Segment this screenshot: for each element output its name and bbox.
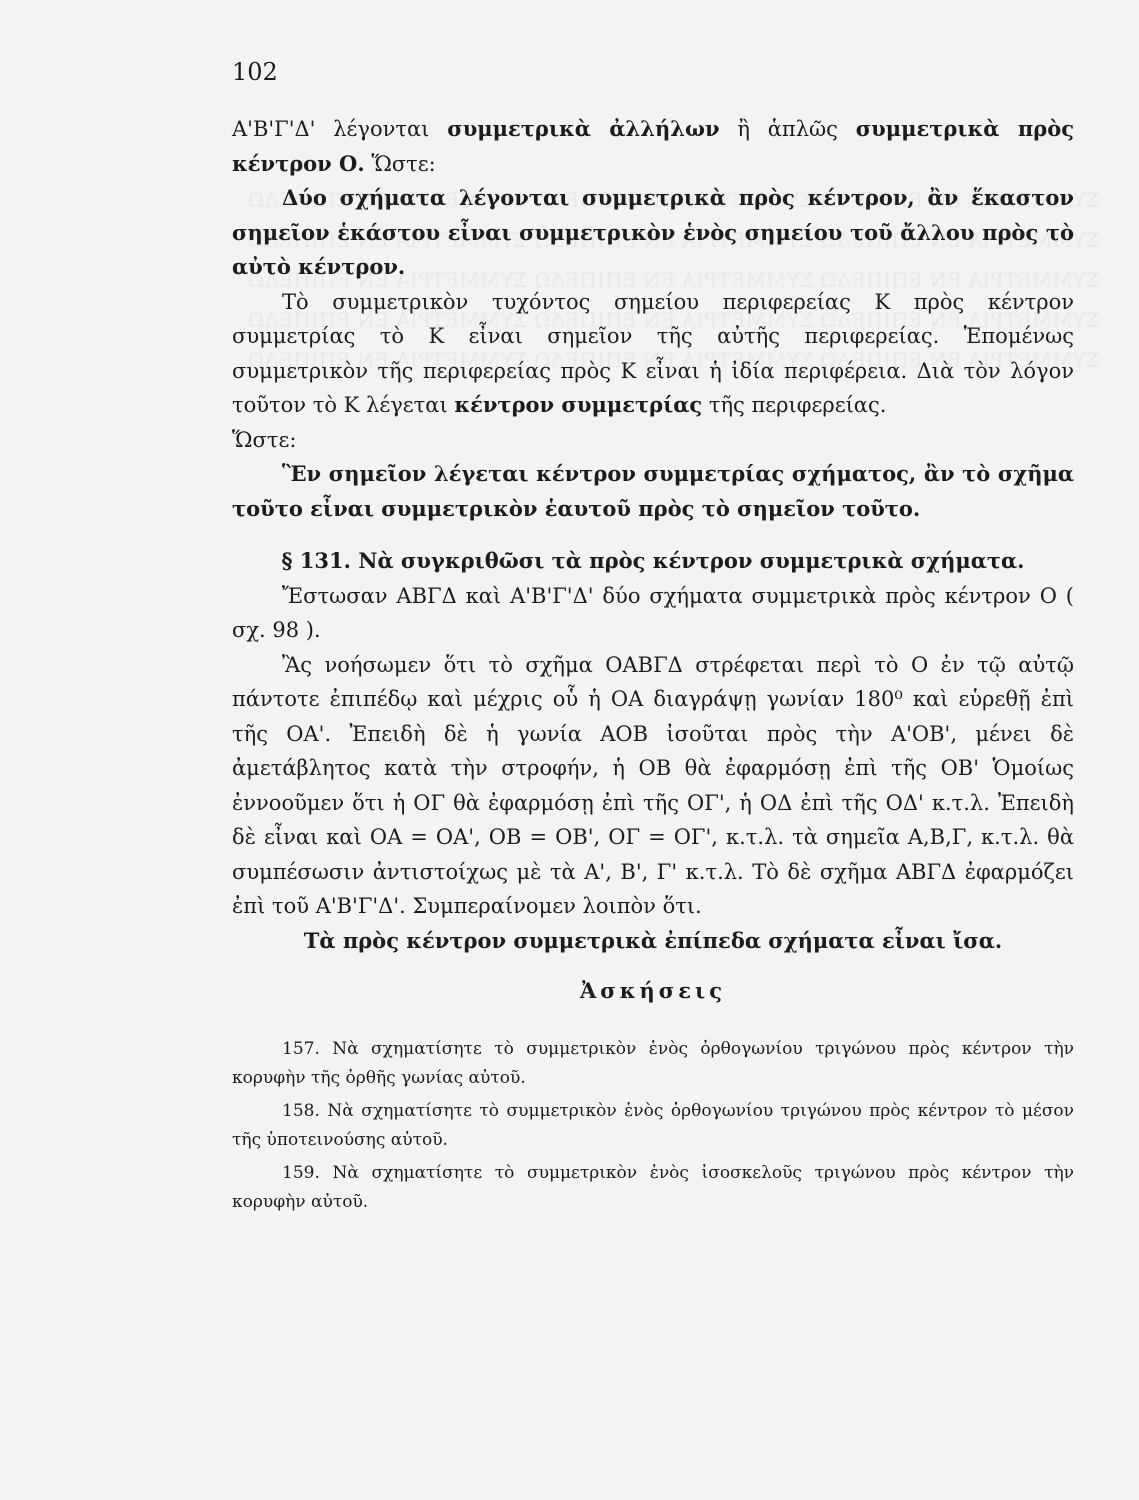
page-number: 102 xyxy=(232,58,278,86)
given-paragraph: Ἔστωσαν ΑΒΓΔ καὶ Α'Β'Γ'Δ' δύο σχήματα συμμετρικὰ πρὸς κέντρον Ο ( σχ. 98 ). xyxy=(232,583,1074,642)
exercise-item: 157. Νὰ σχηματίσητε τὸ συμμετρικὸν ἑνὸς ὀρθογωνίου τριγώνου πρὸς κέντρον τὴν κορυφὴν τῆς ὀρθῆς γωνίας αὐτοῦ. xyxy=(232,1038,1074,1088)
exercises-heading: Ἀσκήσεις xyxy=(580,978,726,1003)
circle-text: τῆς περιφερείας. xyxy=(702,393,887,417)
intro-text: ἢ ἁπλῶς xyxy=(719,117,856,141)
circle-paragraph xyxy=(232,285,1074,423)
intro-paragraph xyxy=(232,112,1074,181)
exercise-item: 159. Νὰ σχηματίσητε τὸ συμμετρικὸν ἑνὸς ἰσοσκελοῦς τριγώνου πρὸς κέντρον τὴν κορυφὴν αὐτοῦ. xyxy=(232,1162,1074,1212)
circle-emphasis: κέντρον συμμετρίας xyxy=(454,392,703,417)
circle-text: Τὸ συμμετρικὸν τυχόντος σημείου περιφερείας Κ πρὸς κέντρον συμμετρίας τὸ Κ εἶναι σημεῖον τῆς αὐτῆς περιφερείας. Ἑπομένως συμμετρικὸν τῆς περιφερείας πρὸς Κ εἶναι ἡ ἰδία περιφέρεια. Διὰ τὸν λόγον τοῦτον τὸ Κ λέγεται xyxy=(232,289,1074,417)
conclusion: Τὰ πρὸς κέντρον συμμετρικὰ ἐπίπεδα σχήματα εἶναι ἴσα. xyxy=(303,927,1003,953)
intro-emphasis: συμμετρικὰ ἀλλήλων xyxy=(447,116,720,141)
definition-center-of-symmetry: Ἓν σημεῖον λέγεται κέντρον συμμετρίας σχήματος, ἂν τὸ σχῆμα τοῦτο εἶναι συμμετρικὸν ἑαυτοῦ πρὸς τὸ σημεῖον τοῦτο. xyxy=(232,461,1074,521)
exercise-item: 158. Νὰ σχηματίσητε τὸ συμμετρικὸν ἑνὸς ὀρθογωνίου τριγώνου πρὸς κέντρον τὸ μέσον τῆς ὑποτεινούσης αὐτοῦ. xyxy=(232,1100,1074,1150)
intro-emphasis: συμμετρικὰ πρὸς κέντρον Ο. xyxy=(232,116,1074,176)
proof-paragraph: Ἂς νοήσωμεν ὅτι τὸ σχῆμα ΟΑΒΓΔ στρέφεται περὶ τὸ Ο ἐν τῷ αὐτῷ πάντοτε ἐπιπέδῳ καὶ μέχρις οὗ ἡ ΟΑ διαγράψῃ γωνίαν 180⁰ καὶ εὑρεθῇ ἐπὶ τῆς ΟΑ'. Ἐπειδὴ δὲ ἡ γωνία ΑΟΒ ἰσοῦται πρὸς τὴν Α'ΟΒ', μένει δὲ ἀμετάβλητος κατὰ τὴν στροφήν, ἡ ΟΒ θὰ ἐφαρμόσῃ ἐπὶ τῆς ΟΒ' Ὁμοίως ἐννοοῦμεν ὅτι ἡ ΟΓ θὰ ἐφαρμόσῃ ἐπὶ τῆς ΟΓ', ἡ ΟΔ ἐπὶ τῆς ΟΔ' κ.τ.λ. Ἐπειδὴ δὲ εἶναι καὶ ΟΑ = ΟΑ', ΟΒ = ΟΒ', ΟΓ = ΟΓ', κ.τ.λ. τὰ σημεῖα Α,Β,Γ, κ.τ.λ. θὰ συμπέσωσιν ἀντιστοίχως μὲ τὰ Α', Β', Γ' κ.τ.λ. Τὸ δὲ σχῆμα ΑΒΓΔ ἐφαρμόζει ἐπὶ τοῦ Α'Β'Γ'Δ'. Συμπεραίνομεν λοιπὸν ὅτι. xyxy=(232,652,1074,918)
hoste-label: Ὥστε: xyxy=(232,427,297,452)
intro-text: Ὥστε: xyxy=(364,151,436,176)
page-body xyxy=(232,112,1074,1217)
definition-symmetric-figures: Δύο σχήματα λέγονται συμμετρικὰ πρὸς κέντρον, ἂν ἕκαστον σημεῖον ἑκάστου εἶναι συμμετρικὸν ἑνὸς σημείου τοῦ ἄλλου πρὸς τὸ αὐτὸ κέντρον. xyxy=(232,185,1074,279)
intro-text: Α'Β'Γ'Δ' λέγονται xyxy=(232,117,448,141)
section-title: § 131. Νὰ συγκριθῶσι τὰ πρὸς κέντρον συμμετρικὰ σχήματα. xyxy=(281,548,1025,573)
